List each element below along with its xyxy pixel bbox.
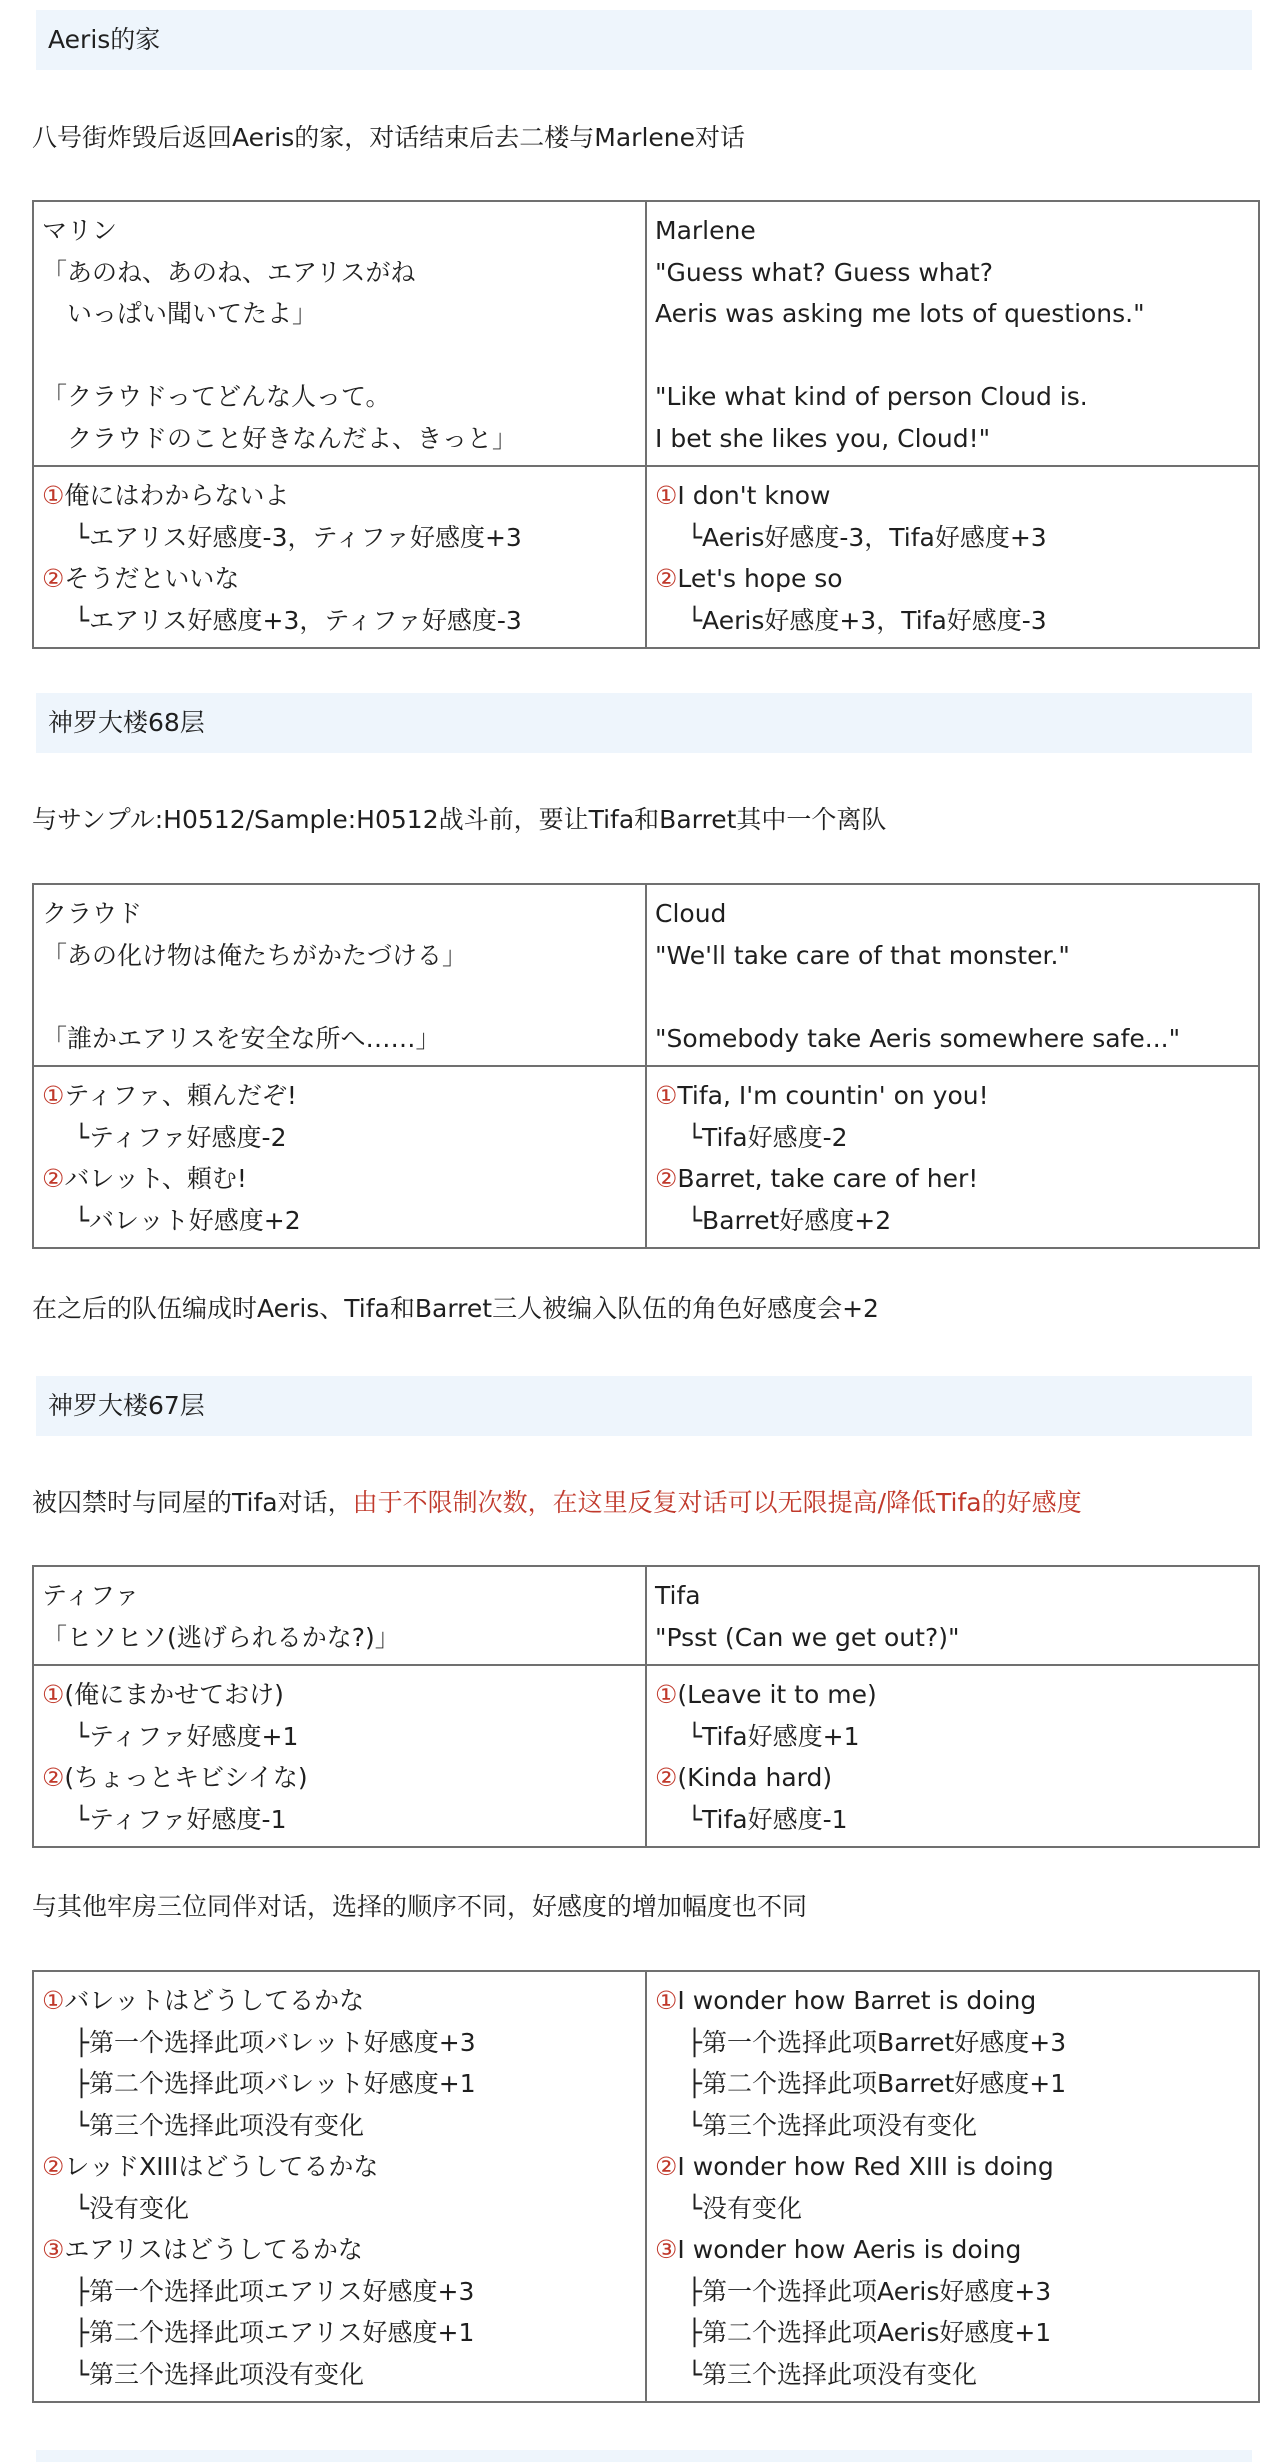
choice-text: (Leave it to me) <box>677 1680 877 1709</box>
jp-dialogue-cell <box>33 201 646 466</box>
choice-effect: ├第二个选择此项Barret好感度+1 <box>687 2069 1067 2098</box>
choice-effect: ├第二个选择此项エアリス好感度+1 <box>74 2318 475 2347</box>
choices-row <box>33 1665 1259 1847</box>
choice-text: バレットはどうしてるかな <box>64 1986 365 2015</box>
choice-effect: └エアリス好感度-3，ティファ好感度+3 <box>74 522 522 552</box>
choice-text: そうだといいな <box>64 564 240 593</box>
en-dialogue-cell <box>646 1566 1259 1665</box>
choice-effect: └Tifa好感度-1 <box>687 1804 848 1834</box>
choice-effect: └Tifa好感度-2 <box>687 1122 848 1152</box>
choice-option <box>42 1980 637 2022</box>
choice-option <box>42 1158 637 1200</box>
choice-effect: ├第一个选择此项エアリス好感度+3 <box>74 2276 475 2306</box>
choice-text: (Kinda hard) <box>677 1763 833 1792</box>
jp-choices-cell <box>33 466 646 648</box>
en-line <box>655 976 1250 1018</box>
jp-line <box>42 976 637 1018</box>
choice-number: ① <box>42 1680 65 1709</box>
dialogue-row <box>33 1566 1259 1665</box>
choice-text: バレット、頼む! <box>64 1164 247 1193</box>
choice-effect: └第三个选择此项没有变化 <box>74 2110 365 2140</box>
choice-option <box>655 1980 1250 2022</box>
jp-dialogue-cell <box>33 1566 646 1665</box>
jp-speaker: ティファ <box>42 1581 140 1610</box>
section-intro-shinra-68f: 与サンプル:H0512/Sample:H0512战斗前，要让Tifa和Barret其中一个离队 <box>32 805 887 834</box>
choice-number: ② <box>42 1164 65 1193</box>
choice-option <box>655 475 1250 517</box>
en-line: "We'll take care of that monster." <box>655 940 1070 970</box>
choice-number: ② <box>655 1763 678 1792</box>
choice-effect: ├第二个选择此项Aeris好感度+1 <box>687 2318 1052 2347</box>
choice-number: ② <box>655 2152 678 2181</box>
intro-highlight: 由于不限制次数，在这里反复对话可以无限提高/降低Tifa的好感度 <box>352 1488 1082 1517</box>
jp-choices-cell <box>33 1971 646 2402</box>
choice-effect: └Barret好感度+2 <box>687 1205 892 1235</box>
jp-line: 「ヒソヒソ(逃げられるかな?)」 <box>42 1622 400 1652</box>
dialogue-row <box>33 884 1259 1066</box>
en-line: "Somebody take Aeris somewhere safe..." <box>655 1023 1181 1053</box>
intro-text: 被囚禁时与同屋的Tifa对话， <box>32 1488 353 1517</box>
choice-effect: └第三个选择此项没有变化 <box>74 2359 365 2389</box>
choice-effect: └Aeris好感度-3，Tifa好感度+3 <box>687 522 1047 552</box>
choice-option <box>42 1674 637 1716</box>
choice-effect: └エアリス好感度+3，ティファ好感度-3 <box>74 605 522 635</box>
choice-number: ① <box>655 1680 678 1709</box>
choice-effect: └ティファ好感度-2 <box>74 1122 287 1152</box>
section-intro-aeris-home: 八号街炸毁后返回Aeris的家，对话结束后去二楼与Marlene对话 <box>32 123 746 152</box>
choice-effect: ├第一个选择此项Aeris好感度+3 <box>687 2276 1052 2306</box>
dialogue-table-cellmates <box>32 1970 1260 2403</box>
choice-text: (ちょっとキビシイな) <box>64 1763 308 1792</box>
choice-text: 俺にはわからないよ <box>64 481 290 510</box>
choice-text: (俺にまかせておけ) <box>64 1680 284 1709</box>
choice-effect: └Tifa好感度+1 <box>687 1721 860 1751</box>
choice-number: ① <box>42 481 65 510</box>
choice-option <box>42 558 637 600</box>
choice-number: ③ <box>42 2235 65 2264</box>
choice-option <box>42 1757 637 1799</box>
choice-effect: └第三个选择此项没有变化 <box>687 2110 978 2140</box>
choice-option <box>655 2229 1250 2271</box>
choice-effect: └ティファ好感度-1 <box>74 1804 287 1834</box>
dialogue-table-marlene <box>32 200 1260 649</box>
dialogue-table-cloud <box>32 883 1260 1249</box>
section-intro-shinra-67f <box>32 1483 1262 1523</box>
jp-choices-cell <box>33 1066 646 1248</box>
jp-speaker: マリン <box>42 216 118 245</box>
en-choices-cell <box>646 1665 1259 1847</box>
en-speaker: Tifa <box>655 1581 701 1610</box>
jp-speaker: クラウド <box>42 899 143 928</box>
jp-line: クラウドのこと好きなんだよ、きっと」 <box>42 423 518 453</box>
choice-number: ① <box>655 481 678 510</box>
choice-text: I wonder how Barret is doing <box>677 1986 1037 2015</box>
en-choices-cell <box>646 1971 1259 2402</box>
choice-text: I don't know <box>677 481 831 510</box>
section-header-shinra-67f: 神罗大楼67层 <box>36 1376 1252 1436</box>
choice-option <box>655 558 1250 600</box>
section-header-aeris-home: Aeris的家 <box>36 10 1252 70</box>
choice-text: エアリスはどうしてるかな <box>64 2235 363 2264</box>
en-dialogue-cell <box>646 201 1259 466</box>
choice-option <box>655 1674 1250 1716</box>
choice-effect: ├第一个选择此项Barret好感度+3 <box>687 2027 1067 2057</box>
en-line: "Guess what? Guess what? <box>655 257 994 287</box>
choice-option <box>655 2146 1250 2188</box>
jp-line: 「クラウドってどんな人って。 <box>42 382 391 411</box>
choice-text: I wonder how Aeris is doing <box>677 2235 1022 2264</box>
choice-effect: └没有变化 <box>74 2193 190 2223</box>
choice-effect: └ティファ好感度+1 <box>74 1721 299 1751</box>
choice-option <box>42 475 637 517</box>
choice-text: I wonder how Red XIII is doing <box>677 2152 1054 2181</box>
en-line: "Psst (Can we get out?)" <box>655 1622 960 1652</box>
jp-line: 「誰かエアリスを安全な所へ……」 <box>42 1023 441 1053</box>
choice-number: ② <box>655 1164 678 1193</box>
choice-text: Barret, take care of her! <box>677 1164 979 1193</box>
en-choices-cell <box>646 1066 1259 1248</box>
en-line: "Like what kind of person Cloud is. <box>655 382 1088 411</box>
choice-number: ① <box>655 1986 678 2015</box>
choice-text: Tifa, I'm countin' on you! <box>677 1081 989 1110</box>
jp-line <box>42 335 637 377</box>
choice-number: ② <box>655 564 678 593</box>
choice-number: ② <box>42 1763 65 1792</box>
dialogue-row <box>33 201 1259 466</box>
jp-line: 「あのね、あのね、エアリスがね <box>42 257 416 287</box>
next-section-header-edge <box>36 2450 1252 2462</box>
en-speaker: Marlene <box>655 216 756 245</box>
choice-text: Let's hope so <box>677 564 843 593</box>
jp-line: 「あの化け物は俺たちがかたづける」 <box>42 940 468 970</box>
choice-option <box>42 2146 637 2188</box>
choice-effect: └Aeris好感度+3，Tifa好感度-3 <box>687 605 1047 635</box>
choice-option <box>42 1075 637 1117</box>
choice-option <box>655 1075 1250 1117</box>
choice-effect: └没有变化 <box>687 2193 803 2223</box>
choice-effect: └バレット好感度+2 <box>74 1205 301 1235</box>
en-speaker: Cloud <box>655 899 727 928</box>
choice-number: ③ <box>655 2235 678 2264</box>
choices-row <box>33 1971 1259 2402</box>
choice-effect: ├第二个选择此项バレット好感度+1 <box>74 2069 476 2098</box>
en-dialogue-cell <box>646 884 1259 1066</box>
section-outro-shinra-68f: 在之后的队伍编成时Aeris、Tifa和Barret三人被编入队伍的角色好感度会+2 <box>32 1294 879 1323</box>
choice-number: ② <box>42 2152 65 2181</box>
choice-option <box>655 1757 1250 1799</box>
choice-number: ① <box>42 1081 65 1110</box>
en-choices-cell <box>646 466 1259 648</box>
choice-number: ① <box>42 1986 65 2015</box>
choice-text: ティファ、頼んだぞ! <box>64 1081 297 1110</box>
choices-row <box>33 466 1259 648</box>
choice-text: レッドXIIIはどうしてるかな <box>64 2152 379 2181</box>
choice-option <box>42 2229 637 2271</box>
jp-dialogue-cell <box>33 884 646 1066</box>
choice-effect: └第三个选择此项没有变化 <box>687 2359 978 2389</box>
choice-number: ② <box>42 564 65 593</box>
choice-option <box>655 1158 1250 1200</box>
dialogue-table-tifa <box>32 1565 1260 1848</box>
en-line: Aeris was asking me lots of questions." <box>655 299 1145 328</box>
section-outro-shinra-67f: 与其他牢房三位同伴对话，选择的顺序不同，好感度的增加幅度也不同 <box>32 1892 808 1921</box>
jp-line: いっぱい聞いてたよ」 <box>42 299 318 328</box>
en-line <box>655 335 1250 377</box>
choice-number: ① <box>655 1081 678 1110</box>
en-line: I bet she likes you, Cloud!" <box>655 423 991 453</box>
choices-row <box>33 1066 1259 1248</box>
jp-choices-cell <box>33 1665 646 1847</box>
section-header-shinra-68f: 神罗大楼68层 <box>36 693 1252 753</box>
choice-effect: ├第一个选择此项バレット好感度+3 <box>74 2027 476 2057</box>
